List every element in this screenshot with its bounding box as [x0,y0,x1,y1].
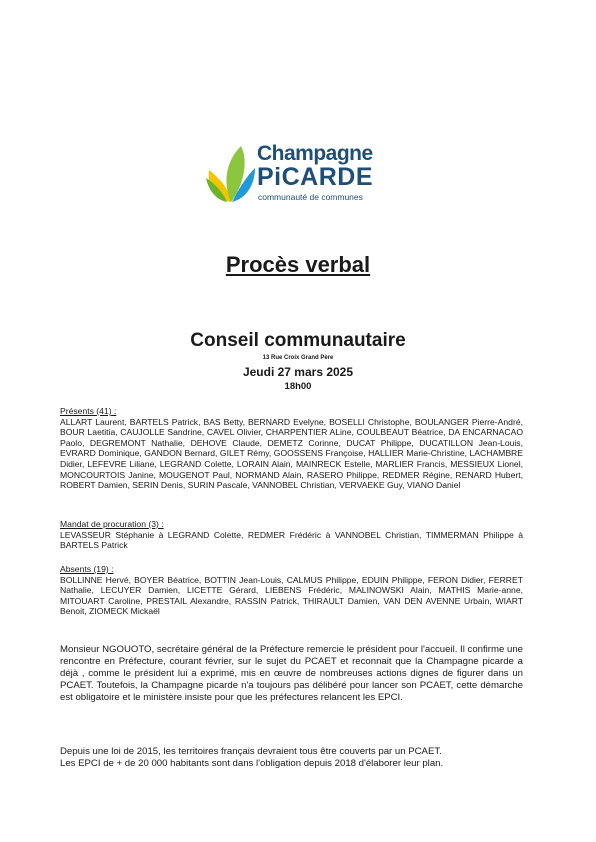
presents-list: ALLART Laurent, BARTELS Patrick, BAS Betty, BERNARD Evelyne, BOSELLI Christophe, BOULANGER Pierre-André, BOUR Laetitia, CAUJOLLE Sandrine, CAVEL Olivier, CHARPENTIER ALine, COULBEAUT Béatrice, DA ENCARNACAO Paolo, DEGREMONT Nathalie, DEHOVE Claude, DEMETZ Corinne, DUCAT Philippe, DUCATILLON Jean-Louis, EVRARD Dominique, GANDON Bernard, GILET Rémy, GOOSSENS Françoise, HALLIER Marie-Christine, LACHAMBRE Didier, LEFEVRE Liliane, LEGRAND Colette, LORAIN Alain, MAINRECK Estelle, MARLIER Francis, MESSIEUX Lionel, MONCOURTOIS Janine, MOUGENOT Paul, NORMAND Alain, RASERO Philippe, REDMER Régine, RENARD Hubert, ROBERT Damien, SERIN Denis, SURIN Pascale, VANNOBEL Christian, VERVAEKE Guy, VIANO Daniel [60,416,523,491]
presents-heading: Présents (41) : [60,406,117,416]
document-subtitle: Conseil communautaire [190,330,406,351]
presents-section [60,406,523,491]
mandats-list: LEVASSEUR Stéphanie à LEGRAND Colette, REDMER Frédéric à VANNOBEL Christian, TIMMERMAN Philippe à BARTELS Patrick [60,529,523,551]
paragraph-obligation: Les EPCI de + de 20 000 habitants sont dans l'obligation depuis 2018 d'élaborer leur plan. [60,758,444,769]
logo-line1: Champagne [257,142,373,165]
meeting-time: 18h00 [284,381,312,392]
meeting-date: Jeudi 27 mars 2025 [242,365,354,379]
mandats-heading: Mandat de procuration (3) : [60,519,164,529]
leaves-icon [205,140,257,204]
document-title: Procès verbal [225,252,371,277]
mandats-section [60,519,523,551]
logo-line2: PiCARDE [257,163,374,191]
absents-section [60,564,523,617]
paragraph-prefecture: Monsieur NGOUOTO, secrétaire général de la Préfecture remercie le président pour l'accueil. Il confirme une rencontre en Préfecture, courant février, sur le sujet du PCAET et reconnait que la Champagne picarde a déjà , comme le président lui a exprimé, mis en œuvre de nombreuses actions dignes de figurer dans un PCAET. Toutefois, la Champagne picarde n'a toujours pas délibéré pour lancer son PCAET, cette démarche est obligatoire et le ministère insiste pour que les préfectures relancent les EPCI. [60,644,523,703]
logo-line3: communauté de communes [258,192,363,202]
meeting-address: 13 Rue Croix Grand Père [262,355,334,361]
absents-heading: Absents (19) : [60,564,114,574]
champagne-picarde-logo [205,140,385,210]
absents-list: BOLLINNE Hervé, BOYER Béatrice, BOTTIN Jean-Louis, CALMUS Philippe, EDUIN Philippe, FERON Didier, FERRET Nathalie, LECUYER Damien, LICETTE Gérard, LIEBENS Frédéric, MALINOWSKI Alain, MATHIS Marie-anne, MITOUART Caroline, PRESTAIL Alexandre, RASSIN Patrick, THIRAULT Damien, VAN DEN AVENNE Urbain, WIART Benoit, ZIOMECK Mickaël [60,574,523,617]
paragraph-loi-2015: Depuis une loi de 2015, les territoires français devraient tous être couverts par un PCAET. [60,746,442,757]
